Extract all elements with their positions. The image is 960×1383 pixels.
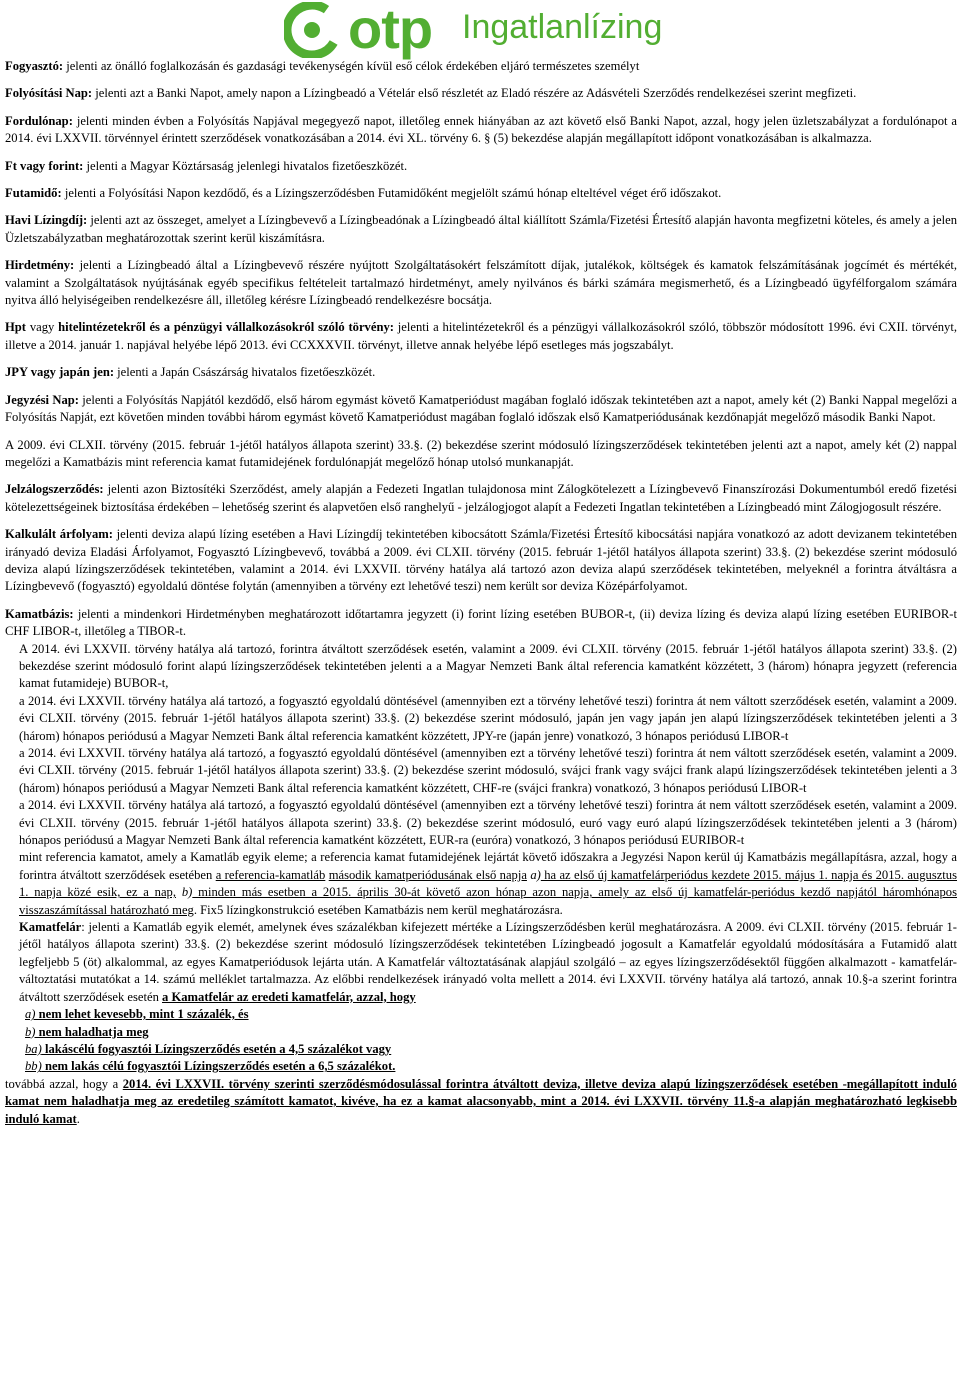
paragraph-text: . Fix5 lízingkonstrukció esetében Kamatbázis nem kerül meghatározásra.	[193, 902, 563, 917]
definition-folyositasi-nap	[5, 85, 957, 102]
paragraph-tovabba	[5, 1076, 957, 1128]
paragraph-text: A 2009. évi CLXII. törvény (2015. február 1-jétől hatályos állapota szerint) 33.§. (2) bekezdése szerint módosuló lízingszerződések tekintetében jelenti azt a napot, amely két (2) nappal megelőzi a Kamatbázis mint referencia kamat futamidejének fordulónapját megelőző hónap utolsó munkanapját.	[5, 437, 957, 469]
emphasis-text: a Kamatfelár az eredeti kamatfelár, azzal, hogy	[162, 989, 416, 1004]
list-item-ba	[5, 1041, 957, 1058]
paragraph-text: második kamatperiódusának első napja	[328, 867, 527, 882]
term: JPY vagy japán jen:	[5, 365, 115, 380]
definition-text: jelenti minden évben a Folyósítás Napjával megegyező napot, illetőleg ennek hiányában az azt követő első Banki Napot, azzal, hogy jelen üzletszabályzat a fordulónapot a 2014. évi LXXVII. törvénnyel érintett szerződések vonatkozásában a 2014. évi XL. törvény 6. § (5) bekezdése alapján megállapított időpont vonatkozásában is alkalmazza.	[5, 113, 957, 146]
list-text: nem haladhatja meg	[35, 1024, 149, 1039]
paragraph-text: minden más esetben a 2015. április 30-át követő azon hónap azon napja, amely az első új kamatfelár-periódus kezdő napjától háromhónapos visszaszámítással határozható meg	[19, 885, 958, 917]
term: Jegyzési Nap:	[5, 392, 79, 407]
term: Kamatbázis:	[5, 606, 74, 621]
definition-text: jelenti az önálló foglalkozásán és gazdasági tevékenységén kívül eső célok érdekében eljáró természetes személyt	[63, 59, 640, 73]
definition-hpt	[5, 319, 957, 354]
otp-swirl-icon	[284, 2, 340, 58]
paragraph-kamatbazis-jpy	[5, 693, 957, 745]
definition-text: vagy	[26, 320, 59, 335]
definition-havi-lizingdij	[5, 212, 957, 247]
paragraph-text: b)	[181, 885, 193, 900]
logo-subtitle: Ingatlanlízing	[462, 8, 663, 46]
definition-text: jelenti deviza alapú lízing esetében a Havi Lízingdíj tekintetében kibocsátott Számla/Fizetési Értesítő kibocsátási napjára vonatkozó az adott devizanem tekintetében irányadó deviza Eladási Árfolyamot, Fogyasztó Lízingbevevő, továbbá a 2009. évi CLXII. törvény (2015. február 1-jétől hatályos állapota szerint) 33.§. (2) bekezdése szerint módosuló deviza alapú lízingszerződések tekintetében, valamint a 2014. évi LXXVII. törvény hatálya alá tartozó azon deviza alapú szerződések tekintetében, melyeknél a forintra átváltásra a Lízingbevevő (fogyasztó) egyoldalú döntése folytán (amennyiben a törvény ezt lehetővé teszi) nem került sor deviza Középárfolyamot.	[5, 527, 957, 594]
term: Futamidő:	[5, 186, 62, 201]
list-text: lakáscélú fogyasztói Lízingszerződés esetén a 4,5 százalékot vagy	[41, 1041, 392, 1056]
definition-text: jelenti azt az összeget, amelyet a Lízingbevevő a Lízingbeadónak a Lízingbeadó által kiállított Számla/Fizetési Értesítő alapján havonta megfizetni köteles, és amely a jelen Üzletszabályzatban meghatározottak szerint kerül kiszámításra.	[5, 213, 957, 245]
definition-futamido	[5, 185, 957, 202]
definition-fordulonap	[5, 113, 957, 148]
term: Havi Lízingdíj:	[5, 213, 88, 228]
definition-text: : jelenti a Kamatláb egyik elemét, amelynek éves százalékban kifejezett mértéke a Lízingszerződésben kerül meghatározásra. A 2009. évi CLXII. törvény (2015. február 1-jétől hatályos állapota szerint) 33.§. (2) bekezdése szerint módosuló lízingszerződések tekintetében Lízingbeadó jogosult a Kamatfelár egyoldalú módosítására a Futamidő alatt legfeljebb 5 (öt) alkalommal, az egyes Kamatperiódusok lejárta után. A Kamatfelár változtatásának alapjául szolgáló – az egyes lízingszerződésektől függően alkalmazott - kamatfelár-változtatási mutatókat a 14. számú melléklet tartalmazza. Az előbbi rendelkezések irányadó volta mellett a 2014. évi LXXVII. törvény hatálya alá tartozó, annak 10.§-a szerint forintra átváltott szerződések esetén	[19, 920, 957, 1004]
term: Fordulónap:	[5, 113, 73, 128]
definition-jpy	[5, 364, 957, 381]
definition-text: jelenti a mindenkori Hirdetményben meghatározott időtartamra jegyzett (i) forint lízing esetében BUBOR-t, (ii) deviza lízing és deviza alapú lízing esetében EURIBOR-t CHF LIBOR-t, illetőleg a TIBOR-t.	[5, 606, 957, 639]
paragraph-text: .	[76, 1111, 80, 1126]
definition-text: jelenti a hitelintézetekről és a pénzügyi vállalkozásokról szóló, többször módosított 1996. évi CXII. törvényt, illetve a 2014. január 1. napjával helyébe lépő 2013. évi CCXXXVII. törvényt, illetve annak helyébe lépő esetleges más jogszabályt.	[5, 320, 957, 352]
definition-jegyzesi-nap	[5, 392, 957, 427]
emphasis-text: 2014. évi LXXVII. törvény szerinti szerződésmódosulással forintra átváltott deviza, illetve deviza alapú lízingszerződések esetében -megállapított induló kamat nem haladhatja meg az eredetileg számított kamatot, kivéve, ha ez a kamat alacsonyabb, mint a 2014. évi LXXVII. törvény 11.§-a alapján meghatározható legkisebb induló kamat	[5, 1076, 957, 1126]
paragraph-text: a referencia-kamatláb	[215, 867, 326, 882]
definition-text: jelenti azt a Banki Napot, amely napon a Lízingbeadó a Vételár első részletét az Eladó részére az Adásvételi Szerződés rendelkezései szerint megfizeti.	[92, 86, 857, 101]
paragraph-text: A 2014. évi LXXVII. törvény hatálya alá tartozó, forintra átváltott szerződések esetén, valamint a 2009. évi CLXII. törvény (2015. február 1-jétől hatályos állapota szerint) 33.§. (2) bekezdése szerint módosuló forint alapú lízingszerződések tekintetében jelenti a a Magyar Nemzeti Bank által referencia kamatként közzétett, 3 (három) hónapra jegyzett (referencia kamat futamideje) BUBOR-t,	[19, 641, 957, 691]
term: Jelzálogszerződés:	[5, 482, 104, 497]
paragraph-kamatbazis-eur	[5, 797, 957, 849]
definition-text: jelenti a Folyósítási Napon kezdődő, és a Lízingszerződésben Futamidőként megjelölt számú hónap elteltével véget érő időszakot.	[61, 186, 722, 201]
paragraph-text: továbbá azzal, hogy a	[5, 1076, 123, 1091]
list-label: bb)	[25, 1059, 42, 1074]
list-text: nem lakás célú fogyasztói Lízingszerződés esetén a 6,5 százalékot.	[41, 1059, 396, 1074]
definition-text: jelenti azon Biztosítéki Szerződést, amely alapján a Fedezeti Ingatlan tulajdonosa mint Zálogkötelezett a Lízingbevevő Finanszírozási Dokumentumból eredő fizetési kötelezettségeinek biztosítása érdekében – lehetőség szerint és alapvetően első ranghelyű - jelzálogjogot alapít a Fedezeti Ingatlan tekintetében a Lízingbeadó mint Zálogjogosult részére.	[5, 482, 957, 514]
paragraph-text: mint referencia kamatot, amely a Kamatláb egyik eleme; a referencia kamat futamidejének lejártát követő időszakra a Jegyzési Napon kerül új Kamatbázis megállapításra, azzal, hogy a forintra átváltott szerződések esetében	[19, 850, 957, 882]
list-label: ba)	[25, 1041, 42, 1056]
list-label: b)	[25, 1024, 36, 1039]
paragraph-text: ha az első új kamatfelárperiódus kezdete 2015. május 1. napja és 2015. augusztus 1. napja közé esik, ez a nap,	[19, 867, 958, 900]
definition-kamatbazis	[5, 606, 957, 641]
term: Kalkulált árfolyam:	[5, 527, 113, 542]
definition-kamatfelar	[5, 919, 957, 1006]
paragraph-text: a)	[530, 867, 541, 882]
list-item-b	[5, 1024, 957, 1041]
term: Hirdetmény:	[5, 258, 75, 273]
definition-text: jelenti a Lízingbeadó által a Lízingbevevő részére nyújtott Szolgáltatásokért felszámított díjak, jutalékok, költségek és kamatok felszámításának jogcímét és mértékét, valamint a Szolgáltatások nyújtásának egyéb specifikus feltételeit tartalmazó hirdetményt, amely nyilvános és bárki számára megismerhető, és a Lízingbeadó ügyfélforgalom számára nyitva álló helyiségeiben rendelkezésre áll, illetőleg kérésre Lízingbeadó rendelkezésre bocsátja.	[5, 258, 957, 308]
term: Fogyasztó:	[5, 59, 64, 73]
document-body	[5, 58, 957, 1128]
paragraph-jegyzesi-nap-2	[5, 437, 957, 472]
term: Kamatfelár	[19, 920, 82, 935]
logo-brand: otp	[348, 0, 433, 60]
paragraph-text: a 2014. évi LXXVII. törvény hatálya alá tartozó, a fogyasztó egyoldalú döntésével (amennyiben ezt a törvény lehetővé teszi) forintra át nem váltott szerződések esetén, valamint a 2009. évi CLXII. törvény (2015. február 1-jétől hatályos állapota szerint) 33.§. (2) bekezdése szerint módosuló, svájci frank vagy svájci frank alapú lízingszerződések tekintetében jelenti a 3 (három) hónapos periódusú a Magyar Nemzeti Bank által referencia kamatként közzétett, CHF-re (svájci frankra) vonatkozó, 3 hónapos periódusú LIBOR-t	[19, 746, 957, 795]
definition-fogyaszto	[5, 58, 957, 75]
term: Folyósítási Nap:	[5, 86, 93, 101]
list-item-bb	[5, 1058, 957, 1075]
term: hitelintézetekről és a pénzügyi vállalkozásokról szóló törvény:	[58, 320, 394, 335]
paragraph-text: a 2014. évi LXXVII. törvény hatálya alá tartozó, a fogyasztó egyoldalú döntésével (amennyiben ezt a törvény lehetővé teszi) forintra át nem váltott szerződések esetén, valamint a 2009. évi CLXII. törvény (2015. február 1-jétől hatályos állapota szerint) 33.§. (2) bekezdése szerint módosuló, japán jen vagy japán jen alapú lízingszerződések tekintetében jelenti a 3 (három) hónapos periódusú a Magyar Nemzeti Bank által referencia kamatként közzétett, JPY-re (japán jenre) vonatkozó, 3 hónapos periódusú LIBOR-t	[19, 693, 957, 743]
term: Hpt	[5, 320, 26, 335]
definition-text: jelenti a Folyósítás Napjától kezdődő, első három egymást követő Kamatperiódust magában foglaló időszak tekintetében azt a napot, amely két (2) Banki Nappal megelőzi a Folyósítás Napját, ezt követően minden további három egymást követő Kamatperiódust magában foglaló időszak első Kamatperiódusának kezdőnapját megelőző második Banki Napot.	[5, 392, 957, 425]
definition-text: jelenti a Magyar Köztársaság jelenlegi hivatalos fizetőeszközét.	[83, 158, 408, 173]
paragraph-text: a 2014. évi LXXVII. törvény hatálya alá tartozó, a fogyasztó egyoldalú döntésével (amennyiben ezt a törvény lehetővé teszi) forintra át nem váltott szerződések esetén, valamint a 2009. évi CLXII. törvény (2015. február 1-jétől hatályos állapota szerint) 33.§. (2) bekezdése szerint módosuló, euró vagy euró alapú lízingszerződések tekintetében jelenti a 3 (három) hónapos periódusú a Magyar Nemzeti Bank által referencia kamatként közzétett, EUR-ra (euróra) vonatkozó, 3 hónapos periódusú EURIBOR-t	[19, 798, 957, 848]
list-item-a	[5, 1006, 957, 1023]
paragraph-kamatbazis-bubor	[5, 641, 957, 693]
definition-forint	[5, 158, 957, 175]
definition-text: jelenti a Japán Császárság hivatalos fizetőeszközét.	[114, 365, 376, 380]
list-text: nem lehet kevesebb, mint 1 százalék, és	[35, 1007, 249, 1022]
definition-hirdetmeny	[5, 257, 957, 309]
otp-ingatlanlizing-logo	[284, 2, 684, 58]
term: Ft vagy forint:	[5, 158, 84, 173]
list-label: a)	[25, 1007, 36, 1022]
paragraph-kamatbazis-chf	[5, 745, 957, 797]
definition-kalkulalt-arfolyam	[5, 526, 957, 596]
definition-jelzalogszerzodes	[5, 481, 957, 516]
paragraph-referencia-kamat	[5, 849, 957, 919]
